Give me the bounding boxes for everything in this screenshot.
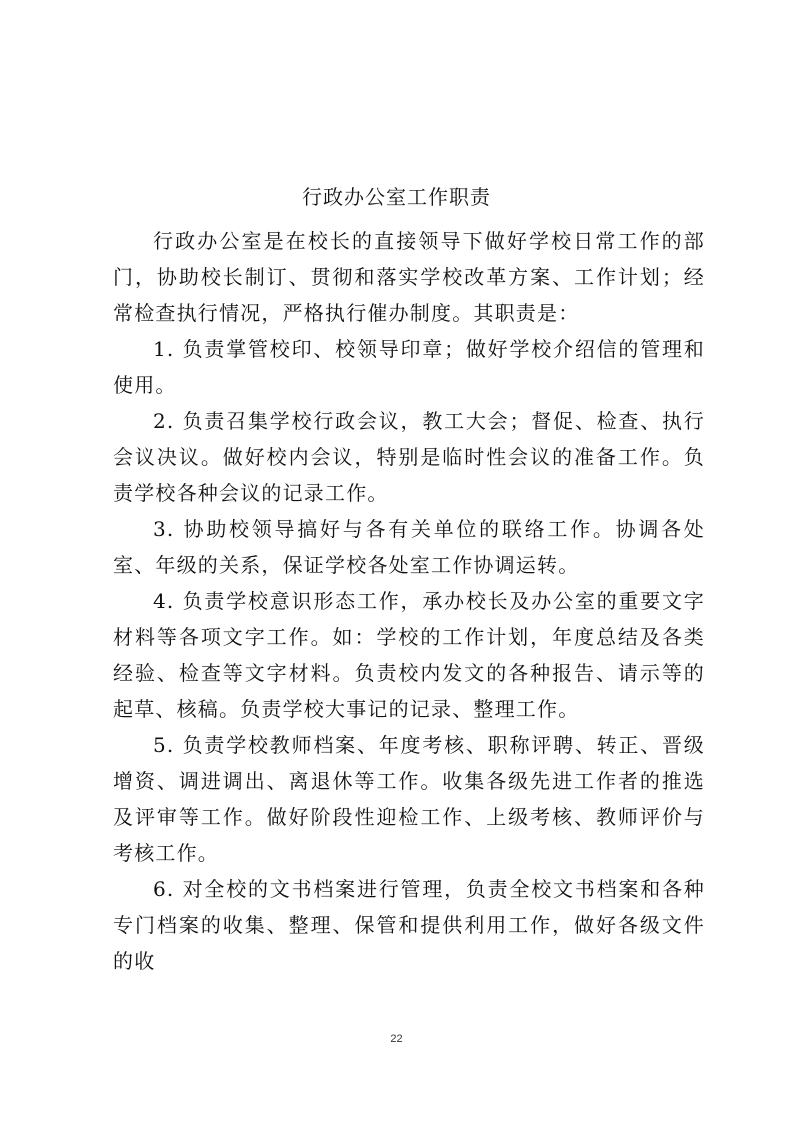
duty-item-4: 4. 负责学校意识形态工作，承办校长及办公室的重要文字材料等各项文字工作。如：学校的工作计划，年度总结及各类经验、检查等文字材料。负责校内发文的各种报告、请示等的起草、核稿。负责学校大事记的记录、整理工作。 xyxy=(113,589,705,721)
duty-item-2: 2. 负责召集学校行政会议，教工大会；督促、检查、执行会议决议。做好校内会议，特别是临时性会议的准备工作。负责学校各种会议的记录工作。 xyxy=(113,409,705,505)
duty-item-3: 3. 协助校领导搞好与各有关单位的联络工作。协调各处室、年级的关系，保证学校各处室工作协调运转。 xyxy=(113,517,705,577)
duty-item-6: 6. 对全校的文书档案进行管理，负责全校文书档案和各种专门档案的收集、整理、保管和提供利用工作，做好各级文件的收 xyxy=(113,877,705,973)
duty-item-1: 1. 负责掌管校印、校领导印章；做好学校介绍信的管理和使用。 xyxy=(113,337,705,397)
intro-paragraph: 行政办公室是在校长的直接领导下做好学校日常工作的部门，协助校长制订、贯彻和落实学校改革方案、工作计划；经常检查执行情况，严格执行催办制度。其职责是： xyxy=(113,229,705,325)
page-title: 行政办公室工作职责 xyxy=(302,185,491,209)
duty-item-5: 5. 负责学校教师档案、年度考核、职称评聘、转正、晋级增资、调进调出、离退休等工作。收集各级先进工作者的推选及评审等工作。做好阶段性迎检工作、上级考核、教师评价与考核工作。 xyxy=(113,733,705,865)
document-body xyxy=(113,223,705,979)
page-number: 22 xyxy=(390,1033,403,1045)
